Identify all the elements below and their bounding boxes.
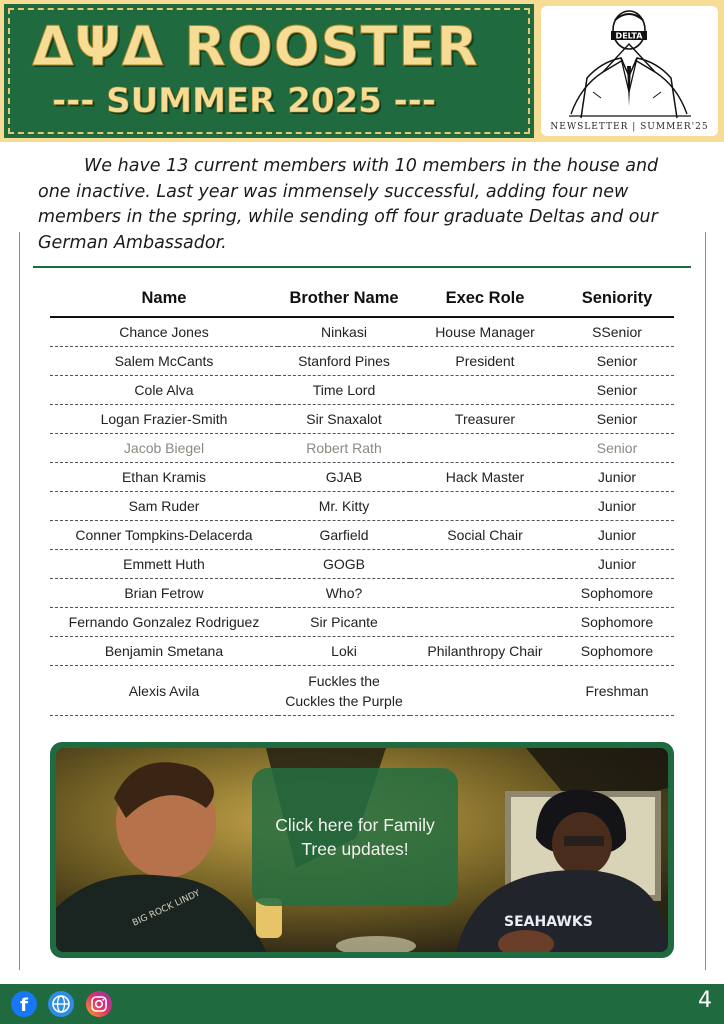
member-name: Jacob Biegel — [50, 434, 278, 463]
brother-name-line: Cuckles the Purple — [285, 692, 403, 709]
member-name: Benjamin Smetana — [50, 637, 278, 666]
member-name: Conner Tompkins-Delacerda — [50, 521, 278, 550]
header-title-panel — [4, 4, 534, 138]
page-number: 4 — [698, 988, 712, 1013]
family-tree-link-button[interactable] — [252, 768, 458, 906]
table-row-inactive — [50, 434, 674, 463]
seniority: Sophomore — [560, 637, 674, 666]
table-row — [50, 492, 674, 521]
logo-band-text: DELTA — [615, 31, 643, 41]
seniority: Sophomore — [560, 608, 674, 637]
brother-name: Ninkasi — [278, 317, 410, 347]
exec-role — [410, 550, 560, 579]
exec-role — [410, 666, 560, 716]
exec-role: Treasurer — [410, 405, 560, 434]
brother-name: GOGB — [278, 550, 410, 579]
exec-role — [410, 608, 560, 637]
column-header-brother-name: Brother Name — [278, 280, 410, 317]
intro-paragraph: We have 13 current members with 10 members in the house and one inactive. Last year was immensely successful, adding four new members in the spring, while sending off four graduate Deltas and our German Ambassador. — [38, 156, 659, 253]
seniority: Junior — [560, 492, 674, 521]
brother-name: Stanford Pines — [278, 347, 410, 376]
brother-name: Robert Rath — [278, 434, 410, 463]
member-name: Salem McCants — [50, 347, 278, 376]
member-name: Cole Alva — [50, 376, 278, 405]
exec-role: Philanthropy Chair — [410, 637, 560, 666]
brother-name: Mr. Kitty — [278, 492, 410, 521]
brother-name — [278, 666, 410, 716]
seniority: Freshman — [560, 666, 674, 716]
brother-name: Loki — [278, 637, 410, 666]
seniority: Junior — [560, 550, 674, 579]
newsletter-title: ΔΨΔ ROOSTER — [32, 15, 479, 78]
shirt-print-left: BIG ROCK LINDY — [131, 888, 202, 929]
brother-name: Sir Snaxalot — [278, 405, 410, 434]
seniority: Senior — [560, 405, 674, 434]
member-roster-table — [50, 280, 674, 716]
column-header-seniority: Seniority — [560, 280, 674, 317]
seniority: Sophomore — [560, 579, 674, 608]
brother-name: Time Lord — [278, 376, 410, 405]
left-margin-rule — [19, 232, 20, 970]
facebook-icon[interactable] — [11, 991, 37, 1017]
instagram-icon[interactable] — [86, 991, 112, 1017]
exec-role: President — [410, 347, 560, 376]
svg-text:f: f — [20, 995, 28, 1016]
seniority: Junior — [560, 521, 674, 550]
seniority: Senior — [560, 376, 674, 405]
member-name: Emmett Huth — [50, 550, 278, 579]
section-divider — [33, 266, 691, 268]
family-tree-link-label: Click here for Family Tree updates! — [275, 815, 435, 859]
brother-name-line: Fuckles the — [308, 672, 380, 689]
member-name: Ethan Kramis — [50, 463, 278, 492]
table-row — [50, 579, 674, 608]
header-banner — [0, 0, 724, 142]
delta-logo — [541, 6, 718, 136]
table-row — [50, 317, 674, 347]
brother-name: GJAB — [278, 463, 410, 492]
member-name: Chance Jones — [50, 317, 278, 347]
seniority: SSenior — [560, 317, 674, 347]
table-row — [50, 550, 674, 579]
exec-role — [410, 376, 560, 405]
brother-name: Who? — [278, 579, 410, 608]
exec-role — [410, 579, 560, 608]
column-header-exec-role: Exec Role — [410, 280, 560, 317]
exec-role: Hack Master — [410, 463, 560, 492]
brother-name: Sir Picante — [278, 608, 410, 637]
table-header-row — [50, 280, 674, 317]
member-name: Fernando Gonzalez Rodriguez — [50, 608, 278, 637]
seniority: Senior — [560, 434, 674, 463]
globe-icon[interactable] — [48, 991, 74, 1017]
seniority: Junior — [560, 463, 674, 492]
member-name: Alexis Avila — [50, 666, 278, 716]
exec-role: House Manager — [410, 317, 560, 347]
exec-role: Social Chair — [410, 521, 560, 550]
table-row — [50, 666, 674, 716]
column-header-name: Name — [50, 280, 278, 317]
brother-name: Garfield — [278, 521, 410, 550]
table-row — [50, 608, 674, 637]
member-name: Brian Fetrow — [50, 579, 278, 608]
exec-role — [410, 492, 560, 521]
member-name: Logan Frazier-Smith — [50, 405, 278, 434]
table-row — [50, 376, 674, 405]
right-margin-rule — [705, 232, 706, 970]
table-row — [50, 347, 674, 376]
shirt-print-right: SEAHAWKS — [504, 914, 593, 930]
newsletter-subtitle: --- SUMMER 2025 --- — [52, 81, 436, 121]
table-row — [50, 463, 674, 492]
table-row — [50, 405, 674, 434]
logo-caption: NEWSLETTER | SUMMER'25 — [550, 122, 709, 132]
table-row — [50, 521, 674, 550]
seniority: Senior — [560, 347, 674, 376]
exec-role — [410, 434, 560, 463]
member-name: Sam Ruder — [50, 492, 278, 521]
delta-figure-illustration — [541, 6, 718, 120]
table-row — [50, 637, 674, 666]
